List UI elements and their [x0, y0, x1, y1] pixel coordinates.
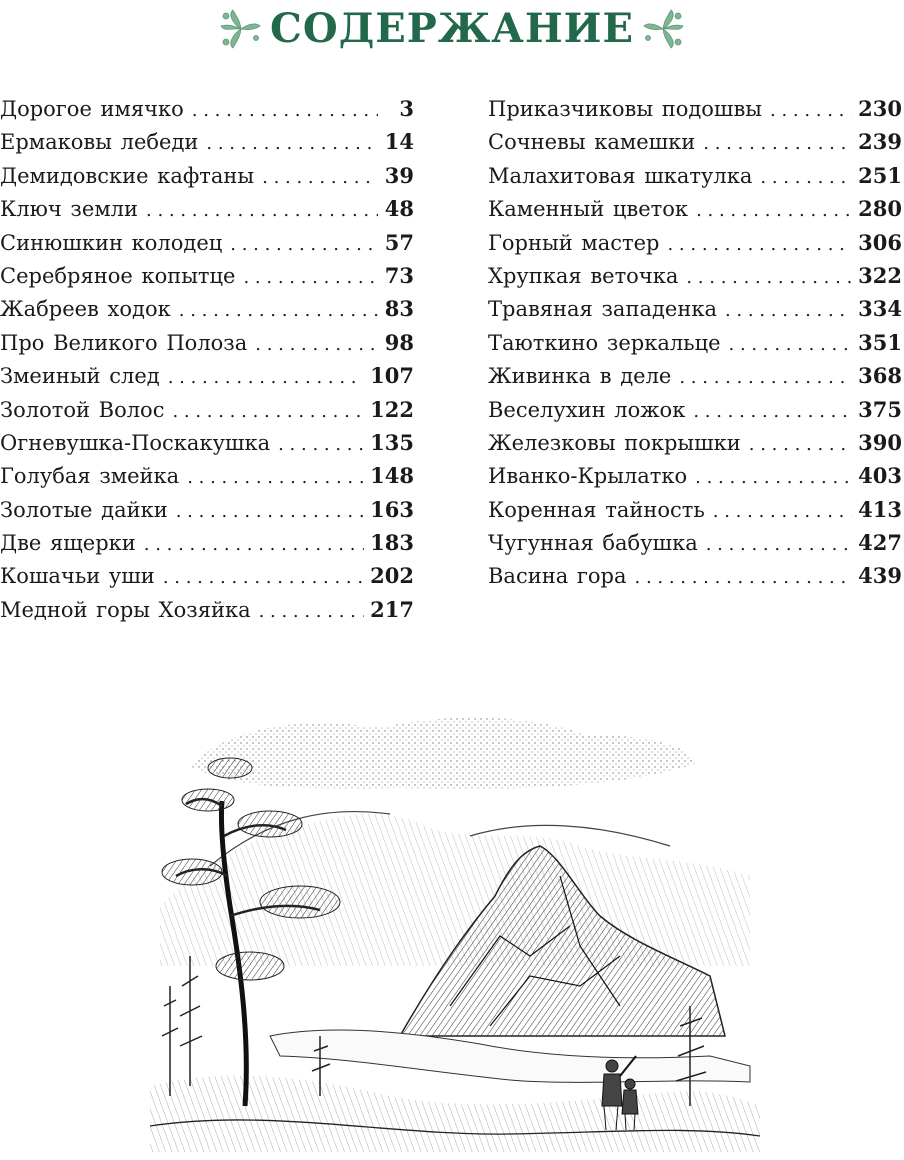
toc-entry-title: Коренная тайность: [488, 497, 705, 522]
toc-entry-title: Чугунная бабушка: [488, 531, 698, 556]
toc-entry[interactable]: [488, 192, 902, 225]
toc-entry-page: 351: [858, 329, 902, 355]
toc-entry[interactable]: [488, 359, 902, 392]
toc-entry-title: Таюткино зеркальце: [488, 330, 721, 355]
toc-leader-dots: [729, 328, 853, 361]
toc-entry[interactable]: [488, 259, 902, 292]
toc-entry[interactable]: [488, 493, 902, 526]
toc-leader-dots: [760, 161, 852, 194]
toc-entry-title: Травяная западенка: [488, 297, 717, 322]
toc-leader-dots: [187, 461, 364, 494]
toc-entry-title: Приказчиковы подошвы: [488, 97, 762, 121]
toc-leader-dots: [706, 528, 852, 561]
toc-entry[interactable]: [0, 125, 414, 158]
toc-entry-page: 48: [384, 196, 414, 222]
toc-leader-dots: [693, 395, 852, 428]
toc-leader-dots: [259, 595, 365, 628]
toc-entry-title: Горный мастер: [488, 230, 660, 255]
toc-entry[interactable]: [0, 526, 414, 559]
toc-entry-page: 98: [384, 329, 414, 355]
toc-leader-dots: [695, 461, 852, 494]
toc-entry[interactable]: [0, 292, 414, 325]
toc-right-column: [488, 92, 902, 593]
toc-leader-dots: [770, 94, 852, 127]
toc-entry-title: Две ящерки: [0, 531, 136, 556]
toc-entry-title: Демидовские кафтаны: [0, 163, 255, 188]
toc-entry-title: Про Великого Полоза: [0, 330, 248, 355]
toc-entry[interactable]: [488, 226, 902, 259]
toc-leader-dots: [144, 528, 364, 561]
toc-entry-page: 306: [858, 229, 902, 255]
toc-entry-title: Голубая змейка: [0, 464, 180, 489]
toc-entry[interactable]: [0, 359, 414, 392]
toc-entry[interactable]: [0, 92, 414, 125]
toc-entry[interactable]: [0, 192, 414, 225]
toc-entry-title: Живинка в деле: [488, 364, 672, 389]
toc-entry-title: Ермаковы лебеди: [0, 130, 199, 155]
toc-entry-page: 403: [858, 463, 902, 489]
toc-leader-dots: [176, 495, 364, 528]
toc-entry[interactable]: [0, 426, 414, 459]
toc-entry-title: Каменный цветок: [488, 197, 689, 222]
toc-entry[interactable]: [0, 593, 414, 626]
mountain-landscape-illustration: [150, 706, 760, 1152]
toc-left-column: [0, 92, 414, 626]
toc-entry-page: 73: [384, 262, 414, 288]
toc-entry-page: 14: [384, 129, 414, 155]
toc-leader-dots: [255, 328, 378, 361]
toc-entry-page: 368: [858, 363, 902, 389]
toc-entry[interactable]: [0, 226, 414, 259]
toc-entry[interactable]: [0, 259, 414, 292]
toc-entry-title: Золотые дайки: [0, 497, 168, 522]
toc-entry-title: Сочневы камешки: [488, 130, 696, 155]
toc-entry-page: 334: [858, 296, 902, 322]
toc-leader-dots: [146, 194, 378, 227]
toc-entry[interactable]: [488, 526, 902, 559]
toc-entry[interactable]: [0, 459, 414, 492]
toc-entry-page: 439: [858, 563, 902, 589]
toc-leader-dots: [230, 228, 378, 261]
toc-leader-dots: [703, 127, 852, 160]
toc-entry-page: 390: [858, 429, 902, 455]
toc-entry-title: Васина гора: [488, 564, 627, 589]
toc-entry-page: 217: [370, 596, 414, 622]
toc-entry-title: Малахитовая шкатулка: [488, 163, 753, 188]
toc-entry-title: Медной горы Хозяйка: [0, 597, 251, 622]
toc-leader-dots: [749, 428, 852, 461]
toc-leader-dots: [262, 161, 378, 194]
toc-leader-dots: [725, 294, 852, 327]
toc-entry-page: 375: [858, 396, 902, 422]
toc-leader-dots: [679, 361, 852, 394]
toc-entry[interactable]: [488, 292, 902, 325]
toc-entry-title: Серебряное копытце: [0, 263, 236, 288]
toc-entry[interactable]: [0, 159, 414, 192]
toc-entry[interactable]: [488, 125, 902, 158]
toc-entry-page: 163: [370, 496, 414, 522]
toc-entry-page: 39: [384, 162, 414, 188]
toc-entry[interactable]: [488, 326, 902, 359]
toc-entry-page: 427: [858, 530, 902, 556]
toc-entry[interactable]: [488, 92, 902, 125]
leaf-ornament-icon: [218, 6, 264, 52]
toc-entry-title: Ключ земли: [0, 197, 138, 222]
toc-leader-dots: [686, 261, 852, 294]
toc-leader-dots: [168, 361, 364, 394]
toc-entry-page: 122: [370, 396, 414, 422]
toc-entry-page: 183: [370, 530, 414, 556]
toc-leader-dots: [172, 395, 364, 428]
toc-leader-dots: [206, 127, 378, 160]
toc-entry-page: 202: [370, 563, 414, 589]
toc-entry[interactable]: [488, 559, 902, 592]
toc-leader-dots: [179, 294, 378, 327]
toc-leader-dots: [163, 561, 364, 594]
toc-entry-page: 57: [384, 229, 414, 255]
toc-entry-page: 3: [399, 96, 414, 121]
toc-entry-title: Жабреев ходок: [0, 297, 171, 322]
toc-entry-title: Кошачьи уши: [0, 564, 155, 589]
toc-leader-dots: [696, 194, 852, 227]
toc-leader-dots: [667, 228, 852, 261]
toc-entry-title: Змеиный след: [0, 364, 160, 389]
toc-entry[interactable]: [0, 393, 414, 426]
toc-entry-title: Веселухин ложок: [488, 397, 686, 422]
toc-leader-dots: [278, 428, 364, 461]
leaf-ornament-icon: [640, 6, 686, 52]
toc-entry[interactable]: [488, 159, 902, 192]
toc-entry-page: 107: [370, 363, 414, 389]
toc-leader-dots: [243, 261, 378, 294]
toc-entry[interactable]: [0, 493, 414, 526]
toc-entry-page: 83: [384, 296, 414, 322]
toc-entry-page: 322: [858, 262, 902, 288]
toc-entry-page: 239: [858, 129, 902, 155]
toc-entry-title: Синюшкин колодец: [0, 230, 223, 255]
page-title: СОДЕРЖАНИЕ: [270, 5, 634, 52]
toc-entry-title: Золотой Волос: [0, 397, 165, 422]
toc-entry-page: 230: [858, 96, 902, 121]
toc-entry-title: Дорогое имячко: [0, 97, 184, 121]
page-header: [0, 0, 904, 58]
toc-entry[interactable]: [0, 559, 414, 592]
toc-entry-page: 148: [370, 463, 414, 489]
toc-entry-title: Хрупкая веточка: [488, 263, 679, 288]
toc-entry[interactable]: [488, 426, 902, 459]
toc-entry[interactable]: [488, 393, 902, 426]
toc-entry-title: Железковы покрышки: [488, 430, 741, 455]
toc-entry-title: Огневушка-Поскакушка: [0, 430, 271, 455]
toc-entry[interactable]: [0, 326, 414, 359]
toc-leader-dots: [635, 561, 853, 594]
toc-entry-page: 413: [858, 496, 902, 522]
toc-entry-page: 251: [858, 162, 902, 188]
toc-entry[interactable]: [488, 459, 902, 492]
toc-entry-page: 135: [370, 429, 414, 455]
toc-entry-page: 280: [858, 196, 902, 222]
toc-leader-dots: [192, 94, 378, 127]
toc-entry-title: Иванко-Крылатко: [488, 464, 688, 489]
toc-leader-dots: [713, 495, 852, 528]
